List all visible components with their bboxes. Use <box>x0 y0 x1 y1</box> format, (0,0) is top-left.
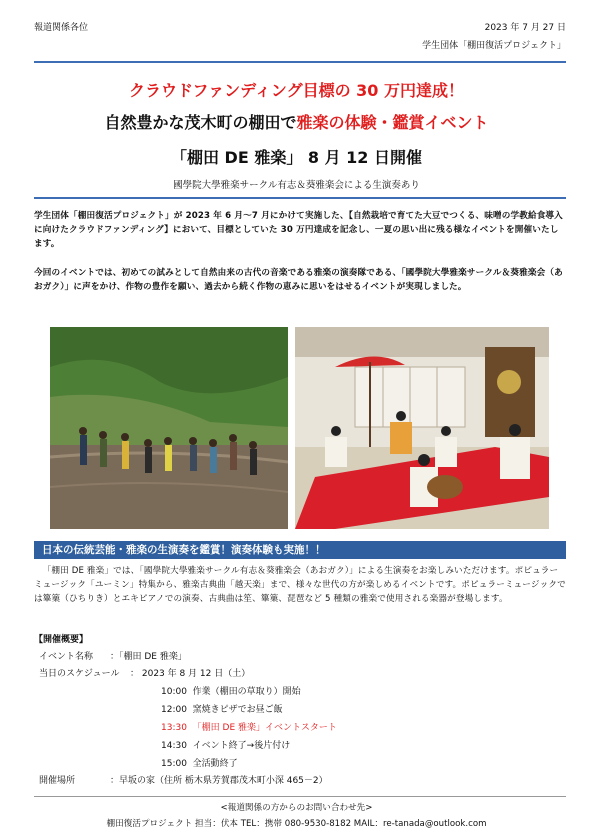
title-line-2-highlight: 雅楽の体験・鑑賞イベント <box>296 113 489 132</box>
schedule-time: 15:00 <box>161 759 187 769</box>
organization-text: 学生団体「棚田復活プロジェクト」 <box>422 41 566 51</box>
schedule-item <box>161 759 238 770</box>
section-body: 「棚田 DE 雅楽」では、「國學院大學雅楽サークル有志＆葵雅楽会（あおガク）」による生演奏をお楽しみいただけます。ポピュラーミュージック「ユーミン」特集から、雅楽古典曲「越天楽」まで、様々な世代の方が楽しめるイベントです。ポピュラーミュージックでは篳篥（ひちりき）とエキピアノでの演奏、古典曲は笙、篳篥、琵琶など 5 種類の雅楽で使用される楽器が登場します。 <box>34 566 566 605</box>
header-divider <box>34 61 566 63</box>
schedule-item-highlight <box>161 723 337 734</box>
schedule-label: 当日のスケジュール <box>39 669 120 679</box>
gagaku-illustration <box>295 327 549 529</box>
contact-heading: <報道関係の方からのお問い合わせ先> <box>220 803 373 813</box>
venue-value: ：早坂の家（住所 栃木県芳賀郡茂木町小深 465－2） <box>110 776 328 786</box>
schedule-time: 13:30 <box>161 723 187 733</box>
schedule-item <box>161 741 290 752</box>
section-heading-bar: 日本の伝統芸能・雅楽の生演奏を鑑賞！演奏体験も実施！！ <box>34 541 566 559</box>
gagaku-performance-photo <box>295 327 549 529</box>
event-name-value: ：「棚田 DE 雅楽」 <box>110 652 187 662</box>
schedule-text: 「棚田 DE 雅楽」イベントスタート <box>192 723 337 733</box>
contact-info: 棚田復活プロジェクト 担当：伏本 TEL：携帯 080-9530-8182 MAIL：re-tanada@outlook.com <box>106 819 487 829</box>
subtitle: 國學院大學雅楽サークル有志＆葵雅楽会による生演奏あり <box>173 180 420 191</box>
title-line-3: 「棚田 DE 雅楽」 8 月 12 日開催 <box>170 148 423 167</box>
event-name-label: イベント名称 <box>39 652 94 662</box>
schedule-item <box>161 705 283 716</box>
rice-terrace-photo <box>50 327 288 529</box>
title-line-2 <box>0 110 593 133</box>
title-divider <box>34 197 566 199</box>
schedule-text: 窯焼きピザでお昼ご飯 <box>192 705 283 715</box>
details-heading: 【開催概要】 <box>34 635 89 645</box>
rice-terrace-illustration <box>50 327 288 529</box>
footer-divider <box>34 796 566 797</box>
schedule-text: 全活動終了 <box>192 759 238 769</box>
schedule-text: イベント終了→後片付け <box>192 741 291 751</box>
schedule-time: 14:30 <box>161 741 187 751</box>
schedule-text: 作業（棚田の草取り）開始 <box>192 687 301 697</box>
intro-paragraph-1: 学生団体「棚田復活プロジェクト」が 2023 年 6 月～7 月にかけて実施した、【自然栽培で育てた大豆でつくる、味噌の学教給食導入に向けたクラウドファンディング】において、目標としていた 30 万円達成を記念し、一夏の思い出に残る様なイベントを開催いたします。 <box>34 211 563 250</box>
intro-paragraph-2: 今回のイベントでは、初めての試みとして自然由来の古代の音楽である雅楽の演奏隊である、「國學院大學雅楽サークル＆葵雅楽会（あおガク）」に声をかけ、作物の豊作を願い、過去から続く作物の恵みに思いをはせるイベントが実現しました。 <box>34 268 563 293</box>
schedule-date: ： 2023 年 8 月 12 日（土） <box>130 669 251 679</box>
title-line-2-prefix: 自然豊かな茂木町の棚田で <box>104 113 297 132</box>
schedule-time: 12:00 <box>161 705 187 715</box>
schedule-time: 10:00 <box>161 687 187 697</box>
venue-label: 開催場所 <box>39 776 76 786</box>
recipient-text: 報道関係各位 <box>34 23 89 33</box>
title-line-1: クラウドファンディング目標の 30 万円達成！ <box>128 81 464 100</box>
date-text: 2023 年 7 月 27 日 <box>484 23 566 33</box>
schedule-item <box>161 687 301 698</box>
